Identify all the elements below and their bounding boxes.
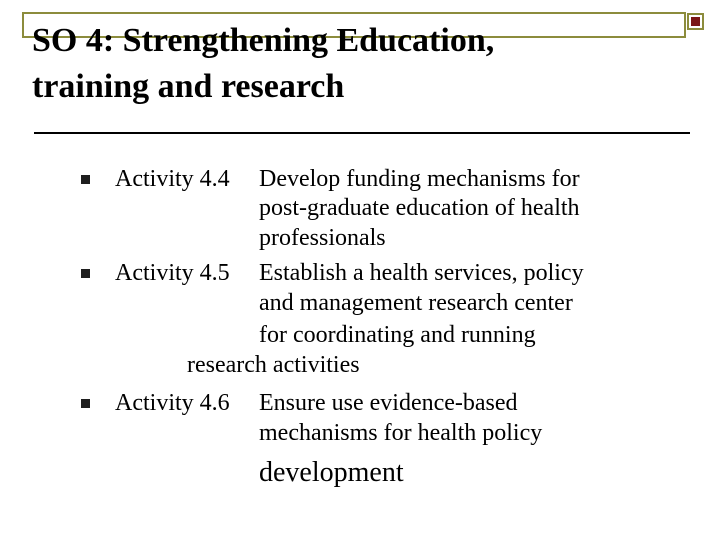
square-bullet-icon [81, 175, 90, 184]
activity-text-line: Ensure use evidence-based [259, 390, 518, 416]
activity-text-line: development [259, 457, 404, 488]
activity-text-line: mechanisms for health policy [259, 420, 543, 446]
activity-text-line: professionals [259, 225, 386, 251]
activity-label: Activity 4.5 [115, 260, 230, 286]
activity-label: Activity 4.4 [115, 166, 230, 192]
square-bullet-icon [81, 399, 90, 408]
activity-text-line: and management research center [259, 290, 573, 316]
activity-label: Activity 4.6 [115, 390, 230, 416]
activity-text-line: research activities [187, 352, 360, 378]
activity-text-line: for coordinating and running [259, 322, 536, 348]
title-divider [34, 132, 690, 134]
corner-square-fill-icon [691, 17, 700, 26]
title-line-2: training and research [32, 68, 345, 105]
slide-title [32, 18, 682, 110]
square-bullet-icon [81, 269, 90, 278]
activity-text-line: Establish a health services, policy [259, 260, 584, 286]
title-line-1: SO 4: Strengthening Education, [32, 22, 495, 59]
activity-text-line: Develop funding mechanisms for [259, 166, 580, 192]
activity-text-line: post-graduate education of health [259, 195, 580, 221]
